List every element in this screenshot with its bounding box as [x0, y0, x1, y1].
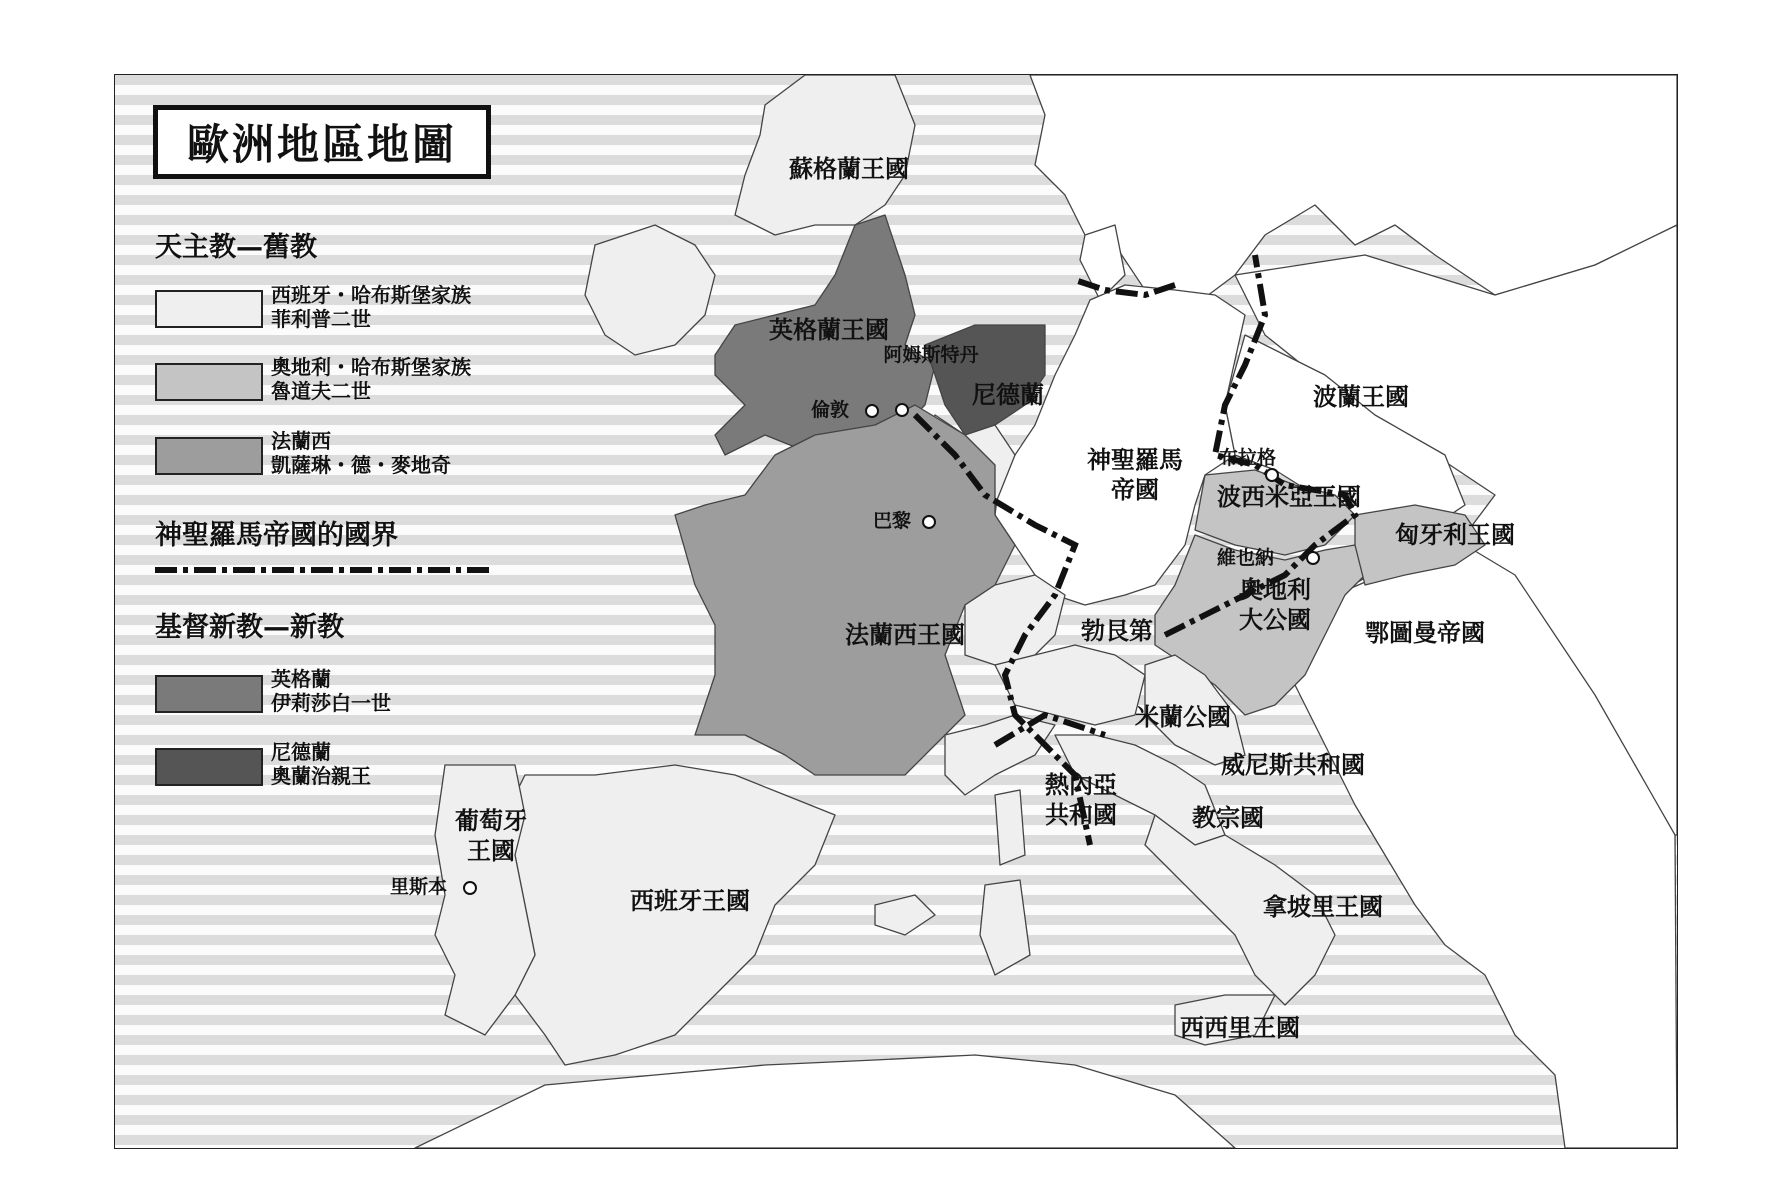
legend-text: 凱薩琳・德・麥地奇	[271, 453, 451, 477]
region-label-hungary: 匈牙利王國	[1395, 521, 1515, 549]
region-label-line: 帝國	[1111, 476, 1159, 504]
city-marker-london	[864, 403, 880, 419]
region-label-venice: 威尼斯共和國	[1221, 751, 1365, 779]
legend-text: 法蘭西	[271, 429, 331, 453]
region-label-england: 英格蘭王國	[769, 316, 889, 344]
region-label-line: 奧地利	[1239, 576, 1311, 604]
legend-label-austria	[271, 355, 471, 403]
legend-swatch-england	[155, 675, 263, 713]
legend-hre-border-heading: 神聖羅馬帝國的國界	[155, 520, 398, 551]
region-label-austria	[1239, 575, 1311, 635]
region-label-papal: 教宗國	[1192, 804, 1264, 832]
legend-label-netherlands	[271, 740, 371, 788]
legend-protestant-heading: 基督新教—新教	[155, 612, 344, 643]
region-label-netherlands: 尼德蘭	[972, 381, 1044, 409]
legend-label-england	[271, 667, 391, 715]
legend-hre-border-line	[155, 565, 491, 575]
legend-text: 奧蘭治親王	[271, 764, 371, 788]
region-label-france: 法蘭西王國	[845, 621, 965, 649]
region-label-line: 熱內亞	[1045, 771, 1117, 799]
region-label-burgundy: 勃艮第	[1081, 617, 1153, 645]
legend-text: 西班牙・哈布斯堡家族	[271, 283, 471, 307]
region-label-line: 葡萄牙	[455, 807, 527, 835]
legend-text: 菲利普二世	[271, 307, 371, 331]
region-label-milan: 米蘭公國	[1135, 703, 1231, 731]
city-marker-prague	[1264, 467, 1280, 483]
region-label-spain: 西班牙王國	[630, 887, 750, 915]
legend-swatch-netherlands	[155, 748, 263, 786]
region-label-portugal	[455, 806, 527, 866]
city-marker-amsterdam	[894, 402, 910, 418]
region-label-line: 王國	[467, 837, 515, 865]
legend-swatch-france	[155, 437, 263, 475]
city-label-amsterdam: 阿姆斯特丹	[883, 344, 979, 366]
legend-swatch-austria	[155, 363, 263, 401]
legend-text: 奧地利・哈布斯堡家族	[271, 355, 471, 379]
region-label-poland: 波蘭王國	[1313, 383, 1409, 411]
region-label-ottoman: 鄂圖曼帝國	[1365, 619, 1485, 647]
region-label-naples: 拿坡里王國	[1263, 893, 1383, 921]
legend-text: 伊莉莎白一世	[271, 691, 391, 715]
region-label-scotland: 蘇格蘭王國	[789, 155, 909, 183]
map-title: 歐洲地區地圖	[186, 120, 457, 169]
city-marker-paris	[921, 514, 937, 530]
legend-label-spain	[271, 283, 471, 331]
legend-text: 尼德蘭	[271, 740, 331, 764]
region-label-hre	[1087, 445, 1183, 505]
city-label-prague: 布拉格	[1219, 447, 1277, 469]
region-label-line: 大公國	[1239, 606, 1311, 634]
map-title-box	[153, 105, 491, 179]
corsica	[995, 790, 1025, 865]
city-label-lisbon: 里斯本	[390, 876, 448, 898]
region-label-genoa	[1045, 770, 1117, 830]
region-label-bohemia: 波西米亞王國	[1217, 483, 1361, 511]
legend-text: 魯道夫二世	[271, 379, 371, 403]
legend-swatch-spain	[155, 290, 263, 328]
city-marker-lisbon	[462, 880, 478, 896]
city-label-paris: 巴黎	[873, 510, 912, 532]
europe-map	[115, 75, 1677, 1148]
city-marker-vienna	[1305, 550, 1321, 566]
map-frame	[114, 74, 1678, 1149]
legend-text: 英格蘭	[271, 667, 331, 691]
region-label-sicily: 西西里王國	[1180, 1014, 1300, 1042]
region-label-line: 神聖羅馬	[1087, 446, 1183, 474]
legend-label-france	[271, 429, 451, 477]
legend-catholic-heading: 天主教—舊教	[155, 232, 317, 263]
region-label-line: 共和國	[1045, 801, 1117, 829]
city-label-london: 倫敦	[811, 399, 850, 421]
city-label-vienna: 維也納	[1217, 547, 1275, 569]
